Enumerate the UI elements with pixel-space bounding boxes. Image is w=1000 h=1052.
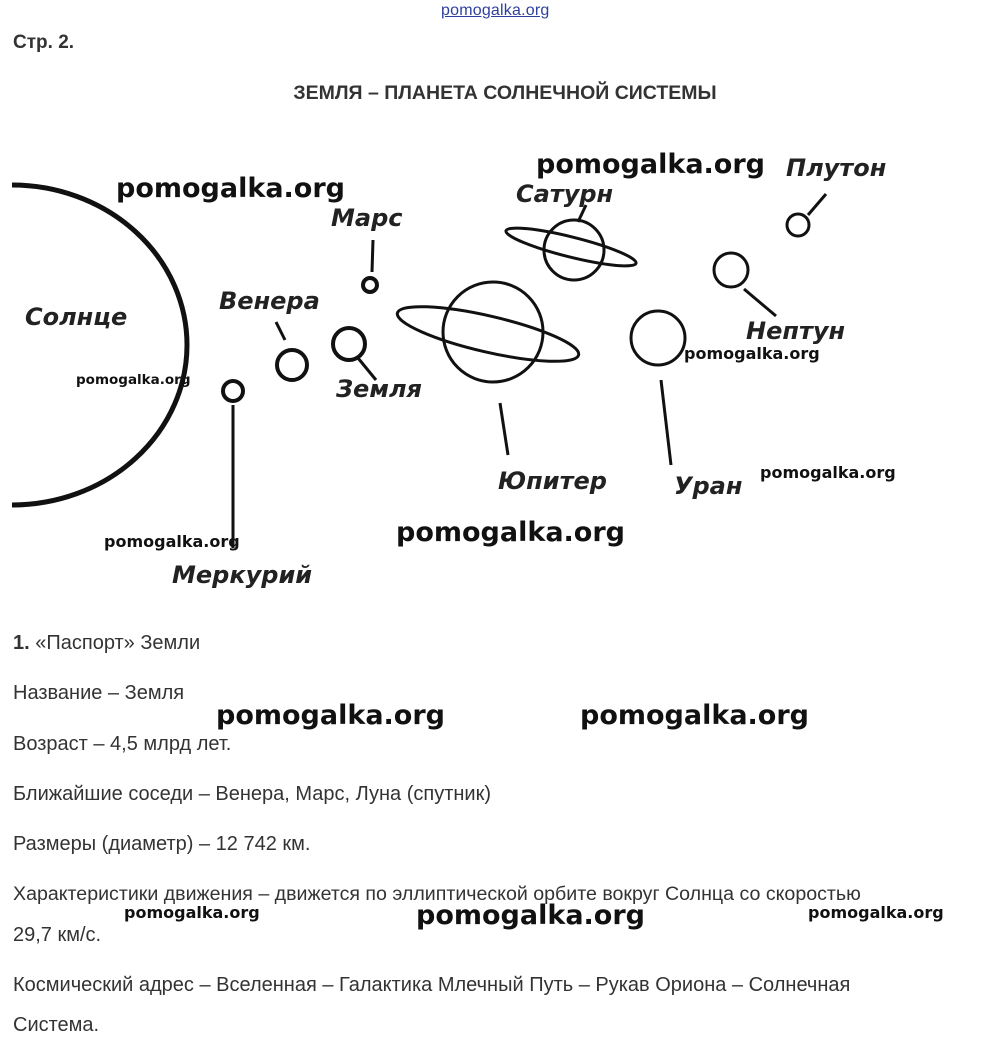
watermark: pomogalka.org [416,900,645,931]
label-neptune: Нептун [746,317,846,345]
earth-shape [333,328,365,360]
label-earth: Земля [336,375,422,403]
neptune-shape [714,253,748,287]
passport-heading-number: 1. [13,632,30,654]
passport-heading [13,632,200,655]
label-saturn: Сатурн [516,180,614,208]
saturn-shape [544,220,604,280]
sun-shape [12,185,187,505]
passport-motion-line2: 29,7 км/с. [13,924,102,946]
venus-pointer [276,322,285,340]
pluto-pointer [808,194,826,215]
mars-shape [363,278,377,292]
uranus-shape [631,311,685,365]
watermark: pomogalka.org [684,344,820,363]
passport-motion-line1: Характеристики движения – движется по эллиптической орбите вокруг Солнца со скоростью [13,883,861,905]
top-watermark-link[interactable]: pomogalka.org [441,2,550,19]
watermark: pomogalka.org [104,532,240,551]
watermark: pomogalka.org [396,517,625,548]
watermark: pomogalka.org [580,700,809,731]
watermark: pomogalka.org [216,700,445,731]
watermark: pomogalka.org [76,372,191,388]
watermark: pomogalka.org [760,463,896,482]
neptune-pointer [744,289,776,316]
label-pluto: Плутон [786,154,887,182]
passport-address-line1: Космический адрес – Вселенная – Галактика Млечный Путь – Рукав Ориона – Солнечная [13,974,851,996]
passport-size: Размеры (диаметр) – 12 742 км. [13,833,311,855]
watermark: pomogalka.org [116,173,345,204]
label-sun: Солнце [25,303,128,331]
label-venus: Венера [219,287,320,315]
page-title: ЗЕМЛЯ – ПЛАНЕТА СОЛНЕЧНОЙ СИСТЕМЫ [293,82,717,104]
passport-name: Название – Земля [13,682,185,704]
passport-heading-text: «Паспорт» Земли [35,632,201,654]
label-mars: Марс [331,204,403,232]
page-number: Стр. 2. [13,32,75,53]
pluto-shape [787,214,809,236]
watermark: pomogalka.org [808,903,944,922]
jupiter-shape [443,282,543,382]
uranus-pointer [661,380,671,465]
label-jupiter: Юпитер [498,467,607,495]
mercury-shape [223,381,243,401]
watermark: pomogalka.org [536,149,765,180]
passport-age: Возраст – 4,5 млрд лет. [13,733,232,755]
label-mercury: Меркурий [172,561,313,589]
passport-address-line2: Система. [13,1014,100,1036]
saturn-ring [504,221,639,273]
label-uranus: Уран [674,472,743,500]
venus-shape [277,350,307,380]
jupiter-pointer [500,403,508,455]
passport-neighbors: Ближайшие соседи – Венера, Марс, Луна (спутник) [13,783,492,805]
mars-pointer [372,240,373,272]
jupiter-ring [393,296,582,373]
watermark: pomogalka.org [124,903,260,922]
